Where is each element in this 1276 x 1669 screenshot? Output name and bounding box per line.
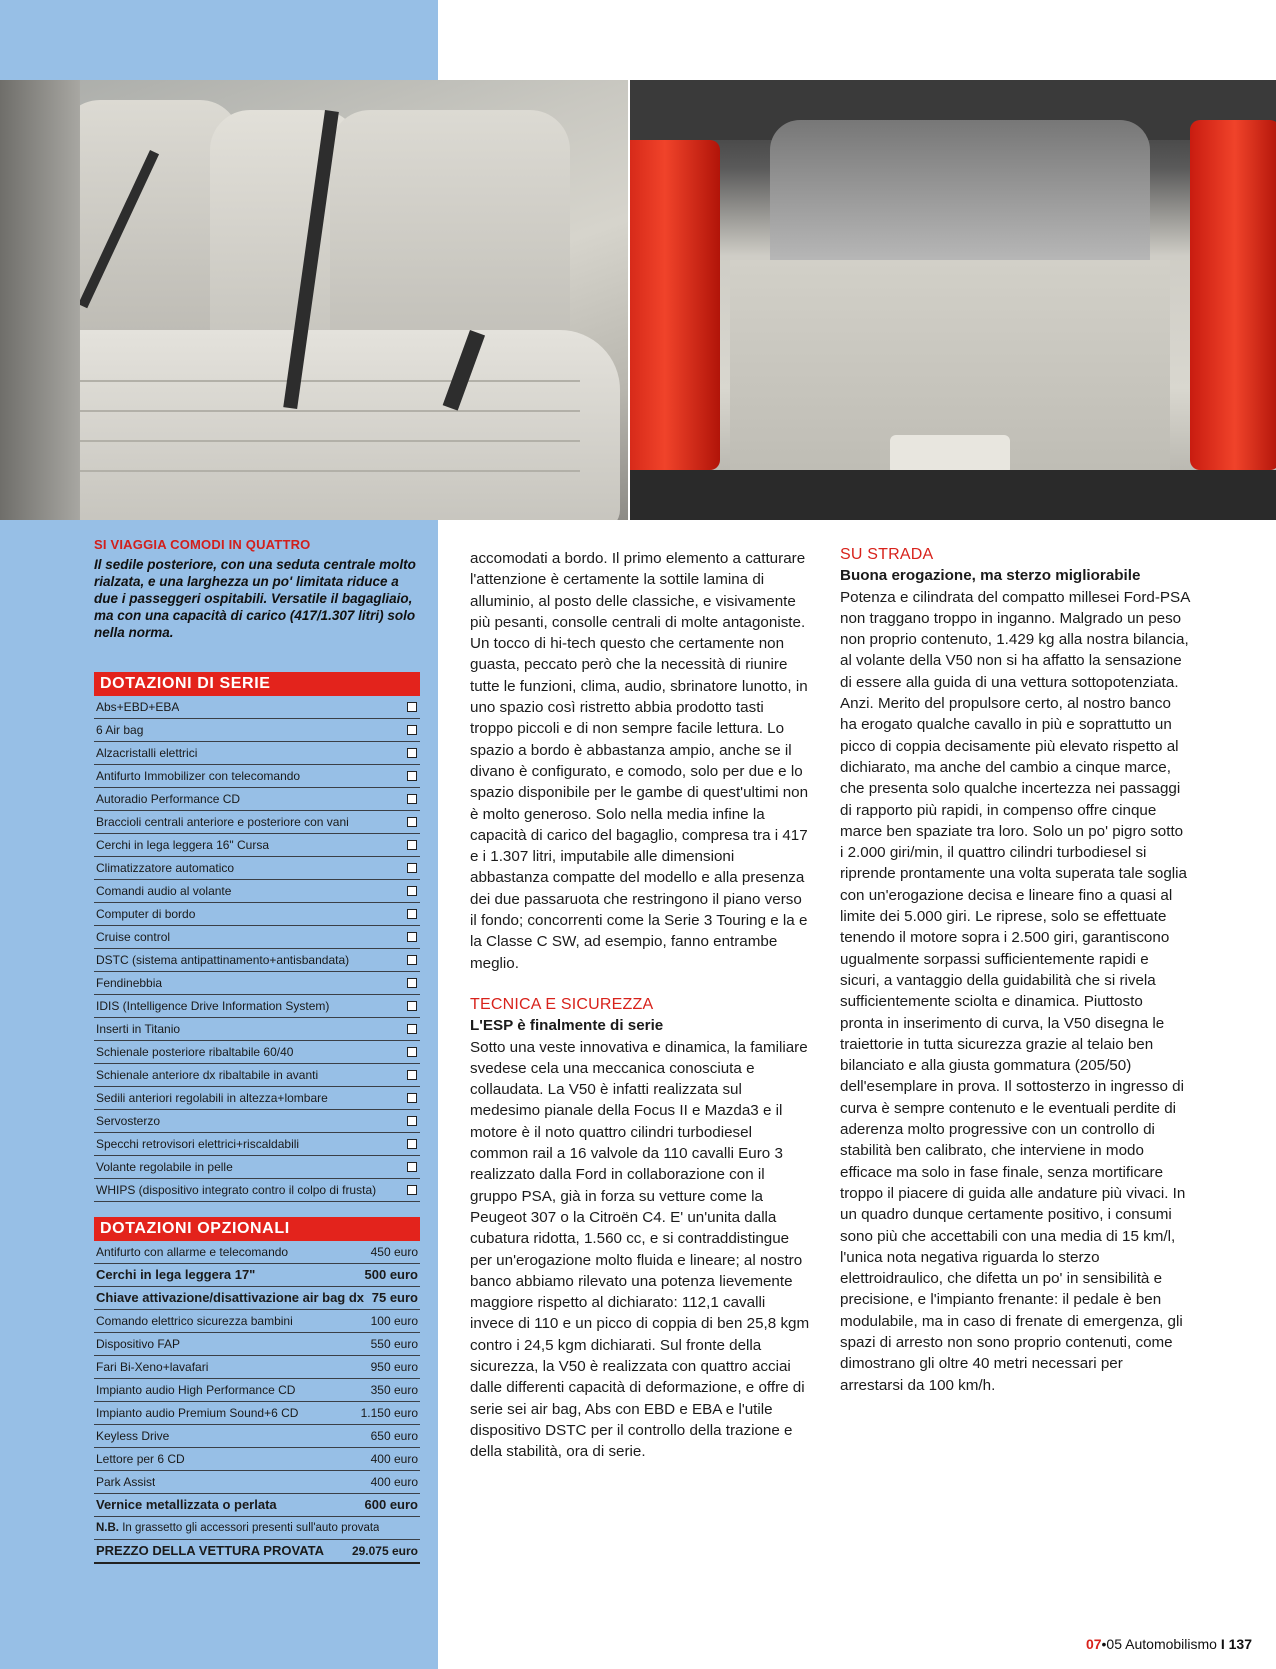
folio-divider: I bbox=[1220, 1636, 1225, 1652]
table-row bbox=[94, 1379, 420, 1402]
total-price-row bbox=[94, 1540, 420, 1564]
equipment-label: Schienale anteriore dx ribaltabile in avanti bbox=[96, 1068, 319, 1082]
table-row bbox=[94, 857, 420, 880]
trunk-photo bbox=[630, 80, 1276, 520]
floor-handle bbox=[890, 435, 1010, 475]
section-body: Sotto una veste innovativa e dinamica, la familiare svedese cela una meccanica conosciuta e collaudata. La V50 è infatti realizzata sul medesimo pianale della Focus II e Mazda3 e il motore è il noto quattro cilindri turbodiesel common rail a 16 valvole da 110 cavalli Euro 3 realizzato dalla Ford in collaborazione con il gruppo PSA, già in forza su vetture come la Peugeot 307 o la Citroën C4. E' un'unita dalla cubatura ridotta, 1.560 cc, e si contraddistingue per un'erogazione molto fluida e lineare; al nostro banco abbiamo rilevato una potenza lievemente maggiore rispetto al dichiarato: 112,1 cavalli invece di 110 e un picco di coppia di ben 25,8 kgm contro i 24,5 kgm dichiarati. Sul fronte della sicurezza, la V50 è realizzata con quattro acciai dalle differenti capacità di deformazione, e offre di serie sei air bag, Abs con EBD e EBA e l'utile dispositivo DSTC per il controllo della trazione e della stabilità, ora di serie. bbox=[470, 1038, 810, 1461]
note-label: N.B. bbox=[96, 1522, 119, 1534]
option-price: 600 euro bbox=[364, 1497, 418, 1512]
equipment-label: Alzacristalli elettrici bbox=[96, 746, 198, 760]
checkbox-icon bbox=[407, 955, 417, 965]
table-row bbox=[94, 1018, 420, 1041]
total-price: 29.075 euro bbox=[351, 1544, 418, 1558]
equipment-label: Cruise control bbox=[96, 930, 171, 944]
left-taillight bbox=[630, 140, 720, 470]
folded-seats bbox=[770, 120, 1150, 270]
top-margin bbox=[438, 0, 1276, 80]
equipment-label: DSTC (sistema antipattinamento+antisbandata) bbox=[96, 953, 350, 967]
section-title: TECNICA E SICUREZZA bbox=[470, 995, 654, 1013]
section-body: Potenza e cilindrata del compatto millesei Ford-PSA non traggano troppo in inganno. Malgrado un peso non proprio contenuto, 1.429 kg alla nostra bilancia, al volante della V50 non si ha affatto la sensazione di essere alla guida di una vettura sottopotenziata. Anzi. Merito del propulsore certo, al nostro banco ha erogato qualche cavallo in più e soprattutto un picco di coppia decisamente più elevato rispetto al dichiarato, ma anche del cambio a cinque marce, che presenta solo qualche incertezza nei passaggi di rapporto più rapidi, in compenso offre cinque marce ben spaziate tra loro. Solo un po' pigro sotto i 2.000 giri/min, il quattro cilindri turbodiesel si riprende prontamente una volta superata tale soglia con un'erogazione decisa e lineare fino a quasi al limite dei 5.000 giri. Le riprese, solo se effettuate tenendo il motore sopra i 2.500 giri, garantiscono ugualmente sorpassi sufficientemente rapidi e sicuri, a vantaggio della guidabilità che si rivela sufficientemente sciolta e dinamica. Piuttosto pronta in inserimento di curva, la V50 disegna le traiettorie in tutta sicurezza grazie al telaio ben bilanciato e alla giusta gommatura (205/50) dell'esemplare in prova. Il sottosterzo in ingresso di curva è sempre contenuto e le eventuali perdite di aderenza molto progressive con un controllo di stabilità ben calibrato, che interviene in modo efficace ma solo in fase finale, senza mortificare troppo il piacere di guida alle andature più vivaci. In un quadro dunque certamente positivo, i consumi sono più che accettabili con una media di 15 km/l, l'unica nota negativa riguarda lo sterzo elettroidraulico, che difetta un po' in sensibilità e precisione, e l'impianto frenante: il pedale è ben modulabile, ma in caso di frenate di emergenza, gli spazi di arresto non sono proprio contenuti, come dimostrano gli oltre 40 metri necessari per arrestarsi da 100 km/h. bbox=[840, 588, 1190, 1394]
right-taillight bbox=[1190, 120, 1276, 470]
option-label: Chiave attivazione/disattivazione air bag dx bbox=[96, 1290, 365, 1305]
option-label: Dispositivo FAP bbox=[96, 1337, 181, 1351]
table-title: DOTAZIONI OPZIONALI bbox=[94, 1217, 420, 1241]
equipment-label: Inserti in Titanio bbox=[96, 1022, 181, 1036]
equipment-label: Computer di bordo bbox=[96, 907, 196, 921]
option-price: 500 euro bbox=[364, 1267, 418, 1282]
equipment-label: Servosterzo bbox=[96, 1114, 161, 1128]
table-row bbox=[94, 926, 420, 949]
option-price: 75 euro bbox=[371, 1290, 418, 1305]
option-price: 450 euro bbox=[370, 1245, 418, 1259]
option-label: Keyless Drive bbox=[96, 1429, 170, 1443]
equipment-label: Climatizzatore automatico bbox=[96, 861, 235, 875]
checkbox-icon bbox=[407, 725, 417, 735]
text-column-1 bbox=[470, 548, 810, 1462]
option-label: Park Assist bbox=[96, 1475, 156, 1489]
bumper bbox=[630, 470, 1276, 520]
checkbox-icon bbox=[407, 817, 417, 827]
checkbox-icon bbox=[407, 932, 417, 942]
caption-body: Il sedile posteriore, con una seduta centrale molto rialzata, e una larghezza un po' limitata riduce a due i passeggeri ospitabili. Versatile il bagagliaio, ma con una capacità di carico (417/1.307 litri) solo nella norma. bbox=[94, 557, 416, 640]
option-price: 350 euro bbox=[370, 1383, 418, 1397]
door-panel bbox=[0, 80, 80, 520]
table-row bbox=[94, 1241, 420, 1264]
table-row bbox=[94, 719, 420, 742]
equipment-label: IDIS (Intelligence Drive Information System) bbox=[96, 999, 330, 1013]
page-number: 137 bbox=[1228, 1636, 1252, 1652]
equipment-label: Antifurto Immobilizer con telecomando bbox=[96, 769, 301, 783]
option-price: 400 euro bbox=[370, 1475, 418, 1489]
equipment-label: Autoradio Performance CD bbox=[96, 792, 241, 806]
checkbox-icon bbox=[407, 1024, 417, 1034]
issue-number: 07 bbox=[1085, 1636, 1102, 1652]
equipment-label: WHIPS (dispositivo integrato contro il colpo di frusta) bbox=[96, 1183, 377, 1197]
checkbox-icon bbox=[407, 1185, 417, 1195]
table-row bbox=[94, 742, 420, 765]
checkbox-icon bbox=[407, 863, 417, 873]
option-price: 650 euro bbox=[370, 1429, 418, 1443]
total-label: PREZZO DELLA VETTURA PROVATA bbox=[96, 1543, 324, 1558]
option-label: Fari Bi-Xeno+lavafari bbox=[96, 1360, 209, 1374]
checkbox-icon bbox=[407, 1116, 417, 1126]
photo-caption bbox=[94, 537, 419, 641]
table-row bbox=[94, 811, 420, 834]
option-label: Lettore per 6 CD bbox=[96, 1452, 185, 1466]
table-row bbox=[94, 1041, 420, 1064]
table-row bbox=[94, 696, 420, 719]
option-label: Impianto audio Premium Sound+6 CD bbox=[96, 1406, 299, 1420]
table-row bbox=[94, 1110, 420, 1133]
table-row bbox=[94, 1179, 420, 1202]
checkbox-icon bbox=[407, 794, 417, 804]
issue-year: •05 bbox=[1101, 1636, 1123, 1652]
checkbox-icon bbox=[407, 909, 417, 919]
checkbox-icon bbox=[407, 840, 417, 850]
checkbox-icon bbox=[407, 1162, 417, 1172]
standard-equipment-table bbox=[94, 672, 420, 1202]
checkbox-icon bbox=[407, 978, 417, 988]
checkbox-icon bbox=[407, 1139, 417, 1149]
option-label: Antifurto con allarme e telecomando bbox=[96, 1245, 289, 1259]
table-row bbox=[94, 1264, 420, 1287]
equipment-label: Cerchi in lega leggera 16" Cursa bbox=[96, 838, 270, 852]
checkbox-icon bbox=[407, 702, 417, 712]
table-row bbox=[94, 788, 420, 811]
equipment-label: Specchi retrovisori elettrici+riscaldabili bbox=[96, 1137, 300, 1151]
equipment-label: Abs+EBD+EBA bbox=[96, 700, 180, 714]
option-label: Vernice metallizzata o perlata bbox=[96, 1497, 277, 1512]
page-footer bbox=[1086, 1636, 1252, 1652]
caption-title: SI VIAGGIA COMODI IN QUATTRO bbox=[94, 537, 311, 552]
seat-cushion bbox=[20, 330, 620, 520]
text-column-2 bbox=[840, 544, 1190, 1396]
option-label: Comando elettrico sicurezza bambini bbox=[96, 1314, 293, 1328]
optional-equipment-table bbox=[94, 1217, 420, 1564]
table-row bbox=[94, 1333, 420, 1356]
checkbox-icon bbox=[407, 1047, 417, 1057]
table-row bbox=[94, 903, 420, 926]
section-subtitle: L'ESP è finalmente di serie bbox=[470, 1017, 664, 1035]
checkbox-icon bbox=[407, 886, 417, 896]
table-row bbox=[94, 1494, 420, 1517]
table-row bbox=[94, 1287, 420, 1310]
stitch-line bbox=[60, 410, 580, 412]
table-row bbox=[94, 995, 420, 1018]
table-row bbox=[94, 834, 420, 857]
table-row bbox=[94, 1064, 420, 1087]
checkbox-icon bbox=[407, 1093, 417, 1103]
checkbox-icon bbox=[407, 1001, 417, 1011]
table-row bbox=[94, 1448, 420, 1471]
equipment-label: Fendinebbia bbox=[96, 976, 163, 990]
equipment-label: 6 Air bag bbox=[96, 723, 144, 737]
equipment-label: Comandi audio al volante bbox=[96, 884, 232, 898]
section-title: SU STRADA bbox=[840, 546, 934, 563]
table-row bbox=[94, 880, 420, 903]
option-price: 100 euro bbox=[370, 1314, 418, 1328]
intro-paragraph: accomodati a bordo. Il primo elemento a catturare l'attenzione è certamente la sottile lamina di alluminio, al posto delle classiche, e visivamente più pesanti, consolle centrali di molte antagoniste. Un tocco di hi-tech questo che certamente non guasta, peccato però che la necessità di riunire tutte le funzioni, clima, audio, sbrinatore lunotto, in uno spazio così ristretto abbia prodotto tasti troppo piccoli e di non sempre facile lettura. Lo spazio a bordo è abbastanza ampio, anche se il divano è configurato, e comodo, solo per due e lo spazio disponibile per le gambe di quest'ultimi non è molto generoso. Solo nella media infine la capacità di carico del bagaglio, compresa tra i 417 e i 1.307 litri, imputabile alle dimensioni abbastanza compatte del modello e alla presenza dei due passaruota che restringono il piano verso il fondo; concorrenti come la Serie 3 Touring e la e la Classe C SW, ad esempio, fanno entrambe meglio. bbox=[470, 550, 809, 972]
table-row bbox=[94, 1425, 420, 1448]
table-row bbox=[94, 1087, 420, 1110]
stitch-line bbox=[60, 380, 580, 382]
table-row bbox=[94, 765, 420, 788]
option-price: 1.150 euro bbox=[360, 1406, 418, 1420]
option-price: 400 euro bbox=[370, 1452, 418, 1466]
note-text: In grassetto gli accessori presenti sull'auto provata bbox=[122, 1522, 380, 1534]
table-row bbox=[94, 1471, 420, 1494]
checkbox-icon bbox=[407, 1070, 417, 1080]
table-row bbox=[94, 1402, 420, 1425]
table-row bbox=[94, 1156, 420, 1179]
equipment-label: Volante regolabile in pelle bbox=[96, 1160, 233, 1174]
table-row bbox=[94, 1133, 420, 1156]
option-label: Impianto audio High Performance CD bbox=[96, 1383, 296, 1397]
section-subtitle: Buona erogazione, ma sterzo migliorabile bbox=[840, 567, 1141, 585]
option-price: 950 euro bbox=[370, 1360, 418, 1374]
rear-seat-photo bbox=[0, 80, 628, 520]
table-row bbox=[94, 1356, 420, 1379]
table-row bbox=[94, 1310, 420, 1333]
magazine-name: Automobilismo bbox=[1125, 1636, 1217, 1652]
checkbox-icon bbox=[407, 771, 417, 781]
stitch-line bbox=[60, 470, 580, 472]
table-row bbox=[94, 972, 420, 995]
table-title: DOTAZIONI DI SERIE bbox=[94, 672, 420, 696]
equipment-label: Braccioli centrali anteriore e posteriore con vani bbox=[96, 815, 349, 829]
stitch-line bbox=[60, 440, 580, 442]
checkbox-icon bbox=[407, 748, 417, 758]
equipment-label: Schienale posteriore ribaltabile 60/40 bbox=[96, 1045, 294, 1059]
option-price: 550 euro bbox=[370, 1337, 418, 1351]
table-row bbox=[94, 949, 420, 972]
option-label: Cerchi in lega leggera 17" bbox=[96, 1267, 256, 1282]
table-note bbox=[94, 1517, 420, 1540]
equipment-label: Sedili anteriori regolabili in altezza+lombare bbox=[96, 1091, 328, 1105]
